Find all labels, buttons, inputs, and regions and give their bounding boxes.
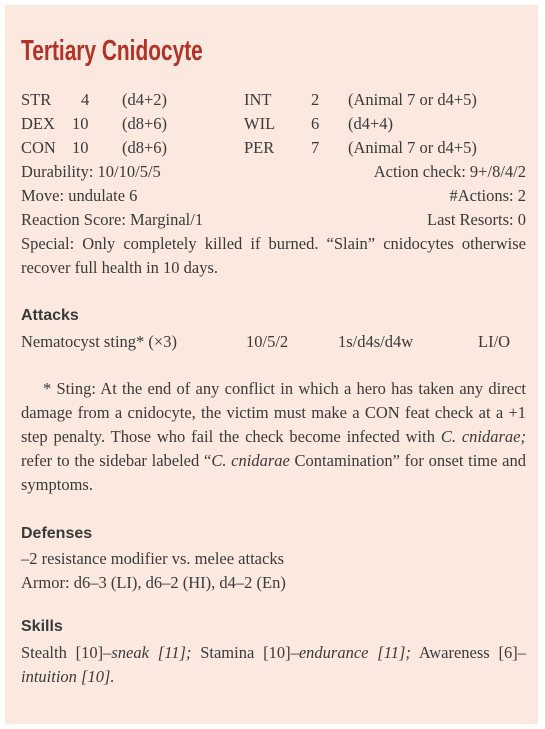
skill-text: Stamina [10]–: [191, 643, 299, 662]
attack-range: 10/5/2: [246, 332, 289, 351]
durability-row: [21, 160, 526, 184]
attr-value: 10: [72, 138, 89, 157]
reaction-score: Reaction Score: Marginal/1: [21, 210, 204, 229]
defenses-heading: Defenses: [21, 525, 93, 542]
attacks-heading: Attacks: [21, 307, 79, 324]
skill-text: Awareness [6]–: [410, 643, 526, 662]
attack-damage: 1s/d4s/d4w: [338, 332, 414, 351]
move: Move: undulate 6: [21, 186, 138, 205]
skill-text: Stealth [10]–: [21, 643, 112, 662]
note-text: * Sting: At the end of any conflict in which a hero has taken any direct damage from a cnidocyte, the victim must make a CON feat check at a +1 step penalty. Those who fail the check become infected with: [21, 379, 526, 446]
special-text: Special: Only completely killed if burned. “Slain” cnidocytes otherwise recover full health in 10 days.: [21, 234, 526, 277]
attr-value: 7: [311, 138, 320, 157]
skill-italic: intuition [10].: [21, 667, 115, 686]
attribute-row-con: [21, 136, 526, 160]
defenses-block: [21, 547, 526, 595]
attribute-table: [21, 88, 526, 280]
note-italic: C. cnidarae: [211, 451, 290, 470]
attr-name: WIL: [244, 114, 276, 133]
move-row: [21, 184, 526, 208]
attack-name: Nematocyst sting* (×3): [21, 332, 177, 351]
attr-die: (d8+6): [122, 114, 168, 133]
attr-die: (Animal 7 or d4+5): [348, 90, 477, 109]
action-check: Action check: 9+/8/4/2: [373, 162, 526, 181]
attr-value: 2: [311, 90, 320, 109]
last-resorts: Last Resorts: 0: [427, 210, 526, 229]
attr-value: 6: [311, 114, 320, 133]
attr-value: 4: [81, 90, 90, 109]
note-text: refer to the sidebar labeled “: [21, 451, 212, 470]
attr-die: (d8+6): [122, 138, 168, 157]
skill-italic: endurance [11];: [298, 643, 411, 662]
attack-row: [21, 330, 526, 354]
attr-die: (d4+2): [122, 90, 168, 109]
attacks-block: [21, 330, 526, 354]
attack-type: LI/O: [478, 332, 511, 351]
note-italic: C. cnidarae;: [440, 427, 527, 446]
attr-value: 10: [72, 114, 89, 133]
attr-die: (Animal 7 or d4+5): [348, 138, 477, 157]
attribute-row-dex: [21, 112, 526, 136]
attr-die: (d4+4): [348, 114, 394, 133]
attr-name: CON: [21, 138, 56, 157]
reaction-row: [21, 208, 526, 232]
skill-italic: sneak [11];: [111, 643, 192, 662]
creature-title: Tertiary Cnidocyte: [21, 35, 203, 67]
defense-line: –2 resistance modifier vs. melee attacks: [21, 549, 284, 568]
armor-line: Armor: d6–3 (LI), d6–2 (HI), d4–2 (En): [21, 573, 286, 592]
attribute-row-str: [21, 88, 526, 112]
sting-note: [21, 377, 526, 497]
note-text: Contamination” for onset time and symptoms.: [21, 451, 526, 494]
attr-name: INT: [244, 90, 272, 109]
attr-name: DEX: [21, 114, 55, 133]
skills-heading: Skills: [21, 618, 63, 635]
actions-count: #Actions: 2: [449, 186, 526, 205]
skills-block: [21, 641, 526, 689]
attr-name: STR: [21, 90, 52, 109]
stat-block-card: [5, 5, 538, 724]
durability: Durability: 10/10/5/5: [21, 162, 161, 181]
attr-name: PER: [244, 138, 275, 157]
